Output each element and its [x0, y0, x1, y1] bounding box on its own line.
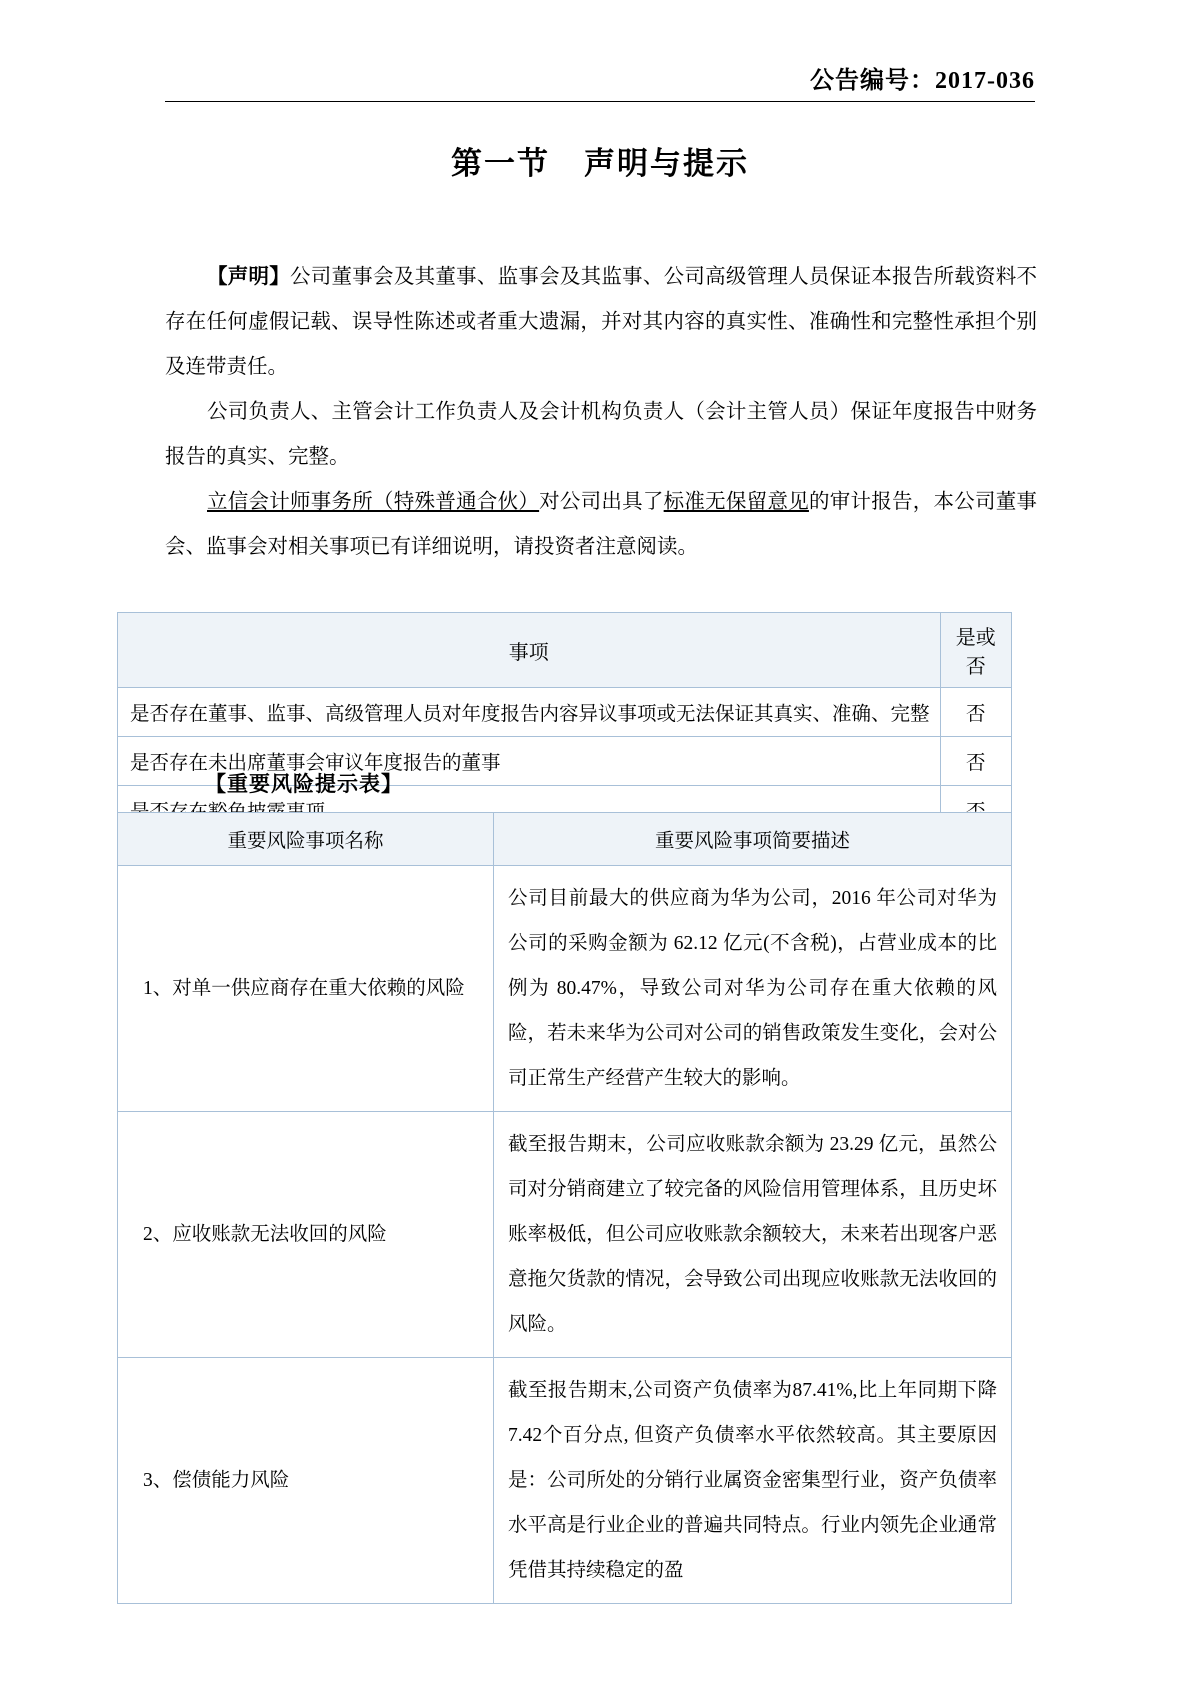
items-header-item: 事项 — [118, 613, 941, 688]
audit-opinion: 标准无保留意见 — [663, 491, 809, 513]
items-row-1-answer: 否 — [940, 737, 1011, 786]
paragraph-audit — [165, 480, 1037, 570]
page-title — [0, 138, 1200, 183]
page-header — [165, 60, 1035, 102]
risk-header-desc: 重要风险事项简要描述 — [494, 813, 1012, 866]
responsible-text: 公司负责人、主管会计工作负责人及会计机构负责人（会计主管人员）保证年度报告中财务报告的真实、完整。 — [165, 401, 1037, 468]
items-row-1-item: 是否存在未出席董事会审议年度报告的董事 — [118, 737, 941, 786]
body-text — [165, 255, 1037, 570]
table-header-row — [118, 613, 1012, 688]
risk-table — [117, 812, 1012, 1604]
table-row — [118, 688, 1012, 737]
risk-row-1-name: 2、应收账款无法收回的风险 — [118, 1112, 494, 1358]
items-row-0-item: 是否存在董事、监事、高级管理人员对年度报告内容异议事项或无法保证其真实、准确、完整 — [118, 688, 941, 737]
paragraph-statement — [165, 255, 1037, 390]
audit-firm: 立信会计师事务所（特殊普通合伙） — [207, 491, 540, 513]
risk-row-0-desc: 公司目前最大的供应商为华为公司，2016 年公司对华为公司的采购金额为 62.12 亿元(不含税)，占营业成本的比例为 80.47%，导致公司对华为公司存在重大依赖的风险，若未来华为公司对公司的销售政策发生变化，会对公司正常生产经营产生较大的影响。 — [494, 866, 1012, 1112]
table-row — [118, 866, 1012, 1112]
statement-lead: 【声明】 — [207, 266, 291, 288]
risk-row-1-desc: 截至报告期末，公司应收账款余额为 23.29 亿元，虽然公司对分销商建立了较完备的风险信用管理体系，且历史坏账率极低，但公司应收账款余额较大，未来若出现客户恶意拖欠货款的情况，会导致公司出现应收账款无法收回的风险。 — [494, 1112, 1012, 1358]
items-header-answer: 是或否 — [940, 613, 1011, 688]
table-row — [118, 1358, 1012, 1604]
risk-row-2-desc: 截至报告期末,公司资产负债率为87.41%,比上年同期下降7.42个百分点, 但资产负债率水平依然较高。其主要原因是：公司所处的分销行业属资金密集型行业，资产负债率水平高是行业企业的普遍共同特点。行业内领先企业通常凭借其持续稳定的盈 — [494, 1358, 1012, 1604]
risk-row-0-name: 1、对单一供应商存在重大依赖的风险 — [118, 866, 494, 1112]
title-section: 第一节 — [451, 146, 550, 181]
header-divider — [165, 101, 1035, 102]
risk-row-2-name: 3、偿债能力风险 — [118, 1358, 494, 1604]
statement-text: 公司董事会及其董事、监事会及其监事、公司高级管理人员保证本报告所载资料不存在任何虚假记载、误导性陈述或者重大遗漏，并对其内容的真实性、准确性和完整性承担个别及连带责任。 — [165, 266, 1038, 378]
notice-number: 公告编号：2017-036 — [810, 68, 1035, 94]
paragraph-responsible — [165, 390, 1037, 480]
title-name: 声明与提示 — [584, 146, 749, 181]
audit-mid: 对公司出具了 — [539, 491, 664, 513]
table-header-row — [118, 813, 1012, 866]
risk-section-heading: 【重要风险提示表】 — [205, 772, 403, 796]
audit-tail: 的审计报告，本公司董事会、监事会对相关事项已有详细说明，请投资者注意阅读。 — [165, 491, 1038, 558]
table-row — [118, 1112, 1012, 1358]
items-row-0-answer: 否 — [940, 688, 1011, 737]
risk-header-name: 重要风险事项名称 — [118, 813, 494, 866]
items-table — [117, 612, 1012, 835]
items-table-wrap — [117, 612, 1012, 835]
risk-table-wrap — [117, 812, 1012, 1604]
